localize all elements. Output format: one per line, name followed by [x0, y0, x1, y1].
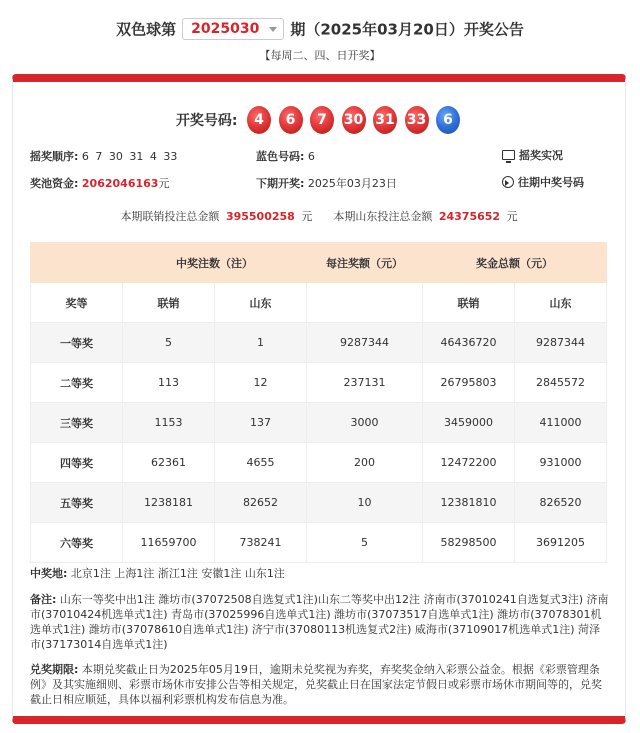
table-row — [31, 323, 607, 363]
shandong-sales-value: 24375652 — [438, 210, 501, 223]
monitor-icon — [502, 150, 515, 160]
count-shandong: 12 — [215, 363, 307, 403]
prize-pool — [30, 175, 169, 191]
header-count-union: 联销 — [123, 283, 215, 323]
prize-level: 四等奖 — [31, 443, 123, 483]
header-blank — [31, 243, 123, 283]
total-shandong: 2845572 — [515, 363, 607, 403]
table-row — [31, 523, 607, 563]
red-ball: 30 — [342, 106, 366, 134]
prize-pool-label: 奖池资金: — [30, 177, 79, 190]
red-ball: 33 — [405, 106, 429, 134]
total-union: 46436720 — [423, 323, 515, 363]
table-row — [31, 483, 607, 523]
deadline-label: 兑奖期限: — [30, 663, 79, 676]
deadline-text: 本期兑奖截止日为2025年05月19日，逾期未兑奖视为弃奖，弃奖奖金纳入彩票公益金。根据《彩票管理条例》及其实施细则、彩票市场休市安排公告等相关规定，兑奖截止日在国家法定节假日或彩票市场休市期间等的，兑奖截止日相应顺延，具体以福利彩票机构发布信息为准。 — [30, 663, 602, 706]
prize-level: 五等奖 — [31, 483, 123, 523]
chevron-down-icon — [269, 27, 277, 32]
prize-level: 三等奖 — [31, 403, 123, 443]
count-shandong: 82652 — [215, 483, 307, 523]
total-shandong: 411000 — [515, 403, 607, 443]
winning-regions-label: 中奖地: — [30, 567, 68, 580]
per-bet-amount: 5 — [307, 523, 423, 563]
union-sales-unit: 元 — [301, 210, 313, 223]
header-total-union: 联销 — [423, 283, 515, 323]
per-bet-amount: 3000 — [307, 403, 423, 443]
count-union: 62361 — [123, 443, 215, 483]
count-shandong: 4655 — [215, 443, 307, 483]
table-row — [31, 443, 607, 483]
blue-number-value: 6 — [307, 150, 315, 163]
table-sub-header — [31, 283, 607, 323]
total-union: 26795803 — [423, 363, 515, 403]
header-per-bet: 每注奖额（元） — [307, 243, 423, 283]
history-link[interactable] — [502, 174, 584, 190]
count-union: 1153 — [123, 403, 215, 443]
header-total-shandong: 山东 — [515, 283, 607, 323]
red-ball: 7 — [310, 106, 334, 134]
per-bet-amount: 200 — [307, 443, 423, 483]
draw-video-label: 摇奖实况 — [519, 149, 563, 162]
count-union: 1238181 — [123, 483, 215, 523]
count-shandong: 738241 — [215, 523, 307, 563]
next-draw-value: 2025年03月23日 — [307, 177, 397, 190]
page-title — [0, 18, 640, 40]
prize-pool-value: 2062046163 — [81, 177, 159, 190]
count-union: 5 — [123, 323, 215, 363]
per-bet-amount: 10 — [307, 483, 423, 523]
winning-numbers-label: 开奖号码: — [175, 113, 238, 129]
header-winning-count: 中奖注数（注） — [123, 243, 307, 283]
table-row — [31, 403, 607, 443]
prize-table — [30, 242, 607, 563]
per-bet-amount: 237131 — [307, 363, 423, 403]
shandong-sales-unit: 元 — [506, 210, 518, 223]
per-bet-amount: 9287344 — [307, 323, 423, 363]
union-sales-value: 395500258 — [225, 210, 295, 223]
count-union: 113 — [123, 363, 215, 403]
count-shandong: 1 — [215, 323, 307, 363]
header-total-prize: 奖金总额（元） — [423, 243, 607, 283]
issue-value: 2025030 — [191, 21, 260, 37]
header-count-shandong: 山东 — [215, 283, 307, 323]
issue-select[interactable] — [182, 18, 284, 40]
prize-level: 二等奖 — [31, 363, 123, 403]
red-ball: 31 — [373, 106, 397, 134]
total-union: 58298500 — [423, 523, 515, 563]
title-prefix: 双色球第 — [116, 20, 177, 39]
table-group-header — [31, 243, 607, 283]
red-ball: 6 — [279, 106, 303, 134]
red-ball: 4 — [247, 106, 271, 134]
notes-text: 山东一等奖中出1注 潍坊市(37072508自选复式1注)山东二等奖中出12注 济南市(37010241自选复式3注) 济南市(37010424机选单式1注) 青岛市(37025996自选单式1注) 潍坊市(37073517自选单式1注) 潍坊市(37078301机选单式1注) 潍坊市(37078610自选单式1注) 济宁市(37080113机选复式2注) 威海市(37109017机选单式1注) 菏泽市(37173014自选单式1注) — [30, 593, 609, 651]
total-union: 3459000 — [423, 403, 515, 443]
blue-ball: 6 — [436, 106, 460, 134]
prize-level: 六等奖 — [31, 523, 123, 563]
notes — [30, 592, 610, 652]
sales-summary — [13, 208, 625, 224]
announcement-card — [12, 74, 626, 724]
total-shandong: 3691205 — [515, 523, 607, 563]
next-draw — [256, 175, 397, 191]
draw-order-label: 摇奖顺序: — [30, 150, 79, 163]
draw-order-value: 6 7 30 31 4 33 — [81, 150, 178, 163]
winning-regions — [30, 566, 610, 581]
title-suffix: 期（2025年03月20日）开奖公告 — [290, 20, 524, 39]
header-per-bet-blank — [307, 283, 423, 323]
draw-order — [30, 148, 177, 164]
blue-number-label: 蓝色号码: — [256, 150, 305, 163]
next-draw-label: 下期开奖: — [256, 177, 305, 190]
total-shandong: 826520 — [515, 483, 607, 523]
prize-level: 一等奖 — [31, 323, 123, 363]
page-header — [0, 0, 640, 70]
history-link-label: 往期中奖号码 — [518, 176, 584, 189]
total-shandong: 9287344 — [515, 323, 607, 363]
arrow-circle-icon — [502, 176, 514, 188]
table-row — [31, 363, 607, 403]
notes-label: 备注: — [30, 593, 57, 606]
total-shandong: 931000 — [515, 443, 607, 483]
union-sales-label: 本期联销投注总金额 — [120, 210, 220, 223]
draw-video-link[interactable] — [502, 147, 563, 163]
blue-number — [256, 148, 315, 164]
shandong-sales-label: 本期山东投注总金额 — [333, 210, 433, 223]
count-shandong: 137 — [215, 403, 307, 443]
total-union: 12381810 — [423, 483, 515, 523]
winning-numbers — [13, 106, 625, 134]
header-level: 奖等 — [31, 283, 123, 323]
redemption-deadline — [30, 662, 610, 707]
total-union: 12472200 — [423, 443, 515, 483]
winning-regions-text: 北京1注 上海1注 浙江1注 安徽1注 山东1注 — [70, 567, 285, 580]
draw-schedule: 【每周二、四、日开奖】 — [259, 49, 381, 62]
count-union: 11659700 — [123, 523, 215, 563]
prize-pool-unit: 元 — [158, 177, 170, 190]
